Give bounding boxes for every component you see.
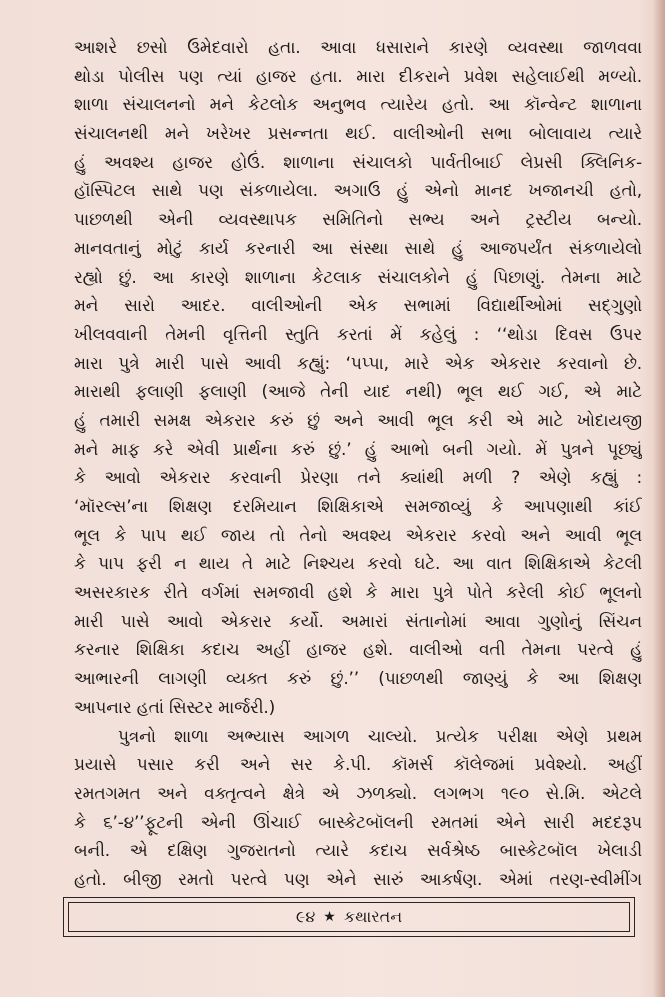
text-line: પાછળથી એની વ્યવસ્થાપક સમિતિનો સભ્ય અને ટ્રસ્ટીય બન્યો.	[74, 210, 642, 231]
text-line: હતો. બીજી રમતો પરત્વે પણ એને સારું આકર્ષણ. એમાં તરણ-સ્વીમીંગ	[74, 869, 642, 890]
star-icon: ★	[323, 909, 336, 925]
page-footer	[68, 902, 630, 932]
paragraph-1	[74, 34, 642, 723]
page-footer-frame	[63, 897, 635, 937]
text-line: ખીલવવાની તેમની વૃત્તિની સ્તુતિ કરતાં મેં કહેલું : ‘‘થોડા દિવસ ઉપર	[74, 324, 642, 345]
text-line: માનવતાનું મોટું કાર્ય કરનારી આ સંસ્થા સાથે હું આજપર્યંત સંકળાયેલો	[74, 238, 642, 259]
text-line: પ્રયાસે પસાર કરી અને સર કે.પી. કૉમર્સ કૉલેજમાં પ્રવેશ્યો. અહીં	[74, 755, 642, 776]
text-line: હું અવશ્ય હાજર હોઉં. શાળાના સંચાલકો પાર્વતીબાઈ લેપ્રસી ક્લિનિક-	[74, 152, 642, 173]
text-line: અસરકારક રીતે વર્ગમાં સમજાવી હશે કે મારા પુત્રે પોતે કરેલી કોઈ ભૂલનો	[74, 583, 642, 604]
text-line: પુત્રનો શાળા અભ્યાસ આગળ ચાલ્યો. પ્રત્યેક પરીક્ષા એણે પ્રથમ	[118, 726, 642, 747]
text-line: આભારની લાગણી વ્યક્ત કરું છું.’’ (પાછળથી જાણ્યું કે આ શિક્ષણ	[74, 669, 642, 690]
text-line: કે પાપ ફરી ન થાય તે માટે નિશ્ચય કરવો ઘટે. આ વાત શિક્ષિકાએ કેટલી	[74, 554, 642, 575]
text-line: હૉસ્પિટલ સાથે પણ સંકળાયેલા. અગાઉ હું એનો માનદ ખજાનચી હતો,	[74, 181, 642, 202]
text-line: આશરે છસો ઉમેદવારો હતા. આવા ધસારાને કારણે વ્યવસ્થા જાળવવા	[74, 38, 642, 58]
paragraph-2	[74, 723, 642, 895]
text-line: આપનાર હતાં સિસ્ટર માર્જરી.)	[74, 697, 276, 718]
page-number: ૯૪	[295, 907, 316, 926]
text-line: થોડા પોલીસ પણ ત્યાં હાજર હતા. મારા દીકરાને પ્રવેશ સહેલાઈથી મળ્યો.	[74, 66, 642, 87]
page-edge-shadow	[653, 0, 665, 997]
text-line: કરનાર શિક્ષિકા કદાચ અહીં હાજર હશે. વાલીઓ વતી તેમના પરત્વે હું	[74, 640, 642, 661]
text-line: મારા પુત્રે મારી પાસે આવી કહ્યું: ‘પપ્પા, મારે એક એકરાર કરવાનો છે.	[74, 353, 642, 374]
text-line: હું તમારી સમક્ષ એકરાર કરું છું અને આવી ભૂલ કરી એ માટે ખોદાયજી	[74, 410, 642, 431]
text-line: મારી પાસે આવો એકરાર કર્યો. અમારાં સંતાનોમાં આવા ગુણોનું સિંચન	[74, 611, 642, 632]
text-line: ‘મૉરલ્સ’ના શિક્ષણ દરમિયાન શિક્ષિકાએ સમજાવ્યું કે આપણાથી કાંઈ	[74, 497, 642, 517]
text-line: મને માફ કરે એવી પ્રાર્થના કરું છું.’ હું આભો બની ગયો. મેં પુત્રને પૂછ્યું	[74, 439, 642, 460]
text-line: મને સારો આદર. વાલીઓની એક સભામાં વિદ્યાર્થીઓમાં સદ્‌ગુણો	[74, 296, 642, 317]
page-body-text	[74, 34, 642, 895]
text-line: બની. એ દક્ષિણ ગુજરાતનો ત્યારે કદાચ સર્વશ્રેષ્ઠ બાસ્કેટબૉલ ખેલાડી	[74, 841, 642, 862]
text-line: ભૂલ કે પાપ થઈ જાય તો તેનો અવશ્ય એકરાર કરવો અને આવી ભૂલ	[74, 525, 642, 546]
text-line: મારાથી ફલાણી ફલાણી (આજે તેની યાદ નથી) ભૂલ થઈ ગઈ, એ માટે	[74, 382, 642, 403]
book-title: કથારતન	[343, 907, 403, 926]
text-line: રમતગમત અને વક્તૃત્વને ક્ષેત્રે એ ઝળક્યો. લગભગ ૧૯૦ સે.મિ. એટલે	[74, 783, 642, 804]
text-line: રહ્યો છું. આ કારણે શાળાના કેટલાક સંચાલકોને હું પિછાણું. તેમના માટે	[74, 267, 642, 288]
text-line: કે ૬’-૪’’ફૂટની એની ઊંચાઈ બાસ્કેટબૉલની રમતમાં એને સારી મદદરૂપ	[74, 812, 642, 833]
text-line: સંચાલનથી મને ખરેખર પ્રસન્નતા થઈ. વાલીઓની સભા બોલાવાય ત્યારે	[74, 124, 642, 145]
text-line: શાળા સંચાલનનો મને કેટલોક અનુભવ ત્યારેય હતો. આ કૉન્વેન્ટ શાળાના	[74, 95, 642, 116]
text-line: કે આવો એકરાર કરવાની પ્રેરણા તને ક્યાંથી મળી ? એણે કહ્યું :	[74, 468, 642, 489]
